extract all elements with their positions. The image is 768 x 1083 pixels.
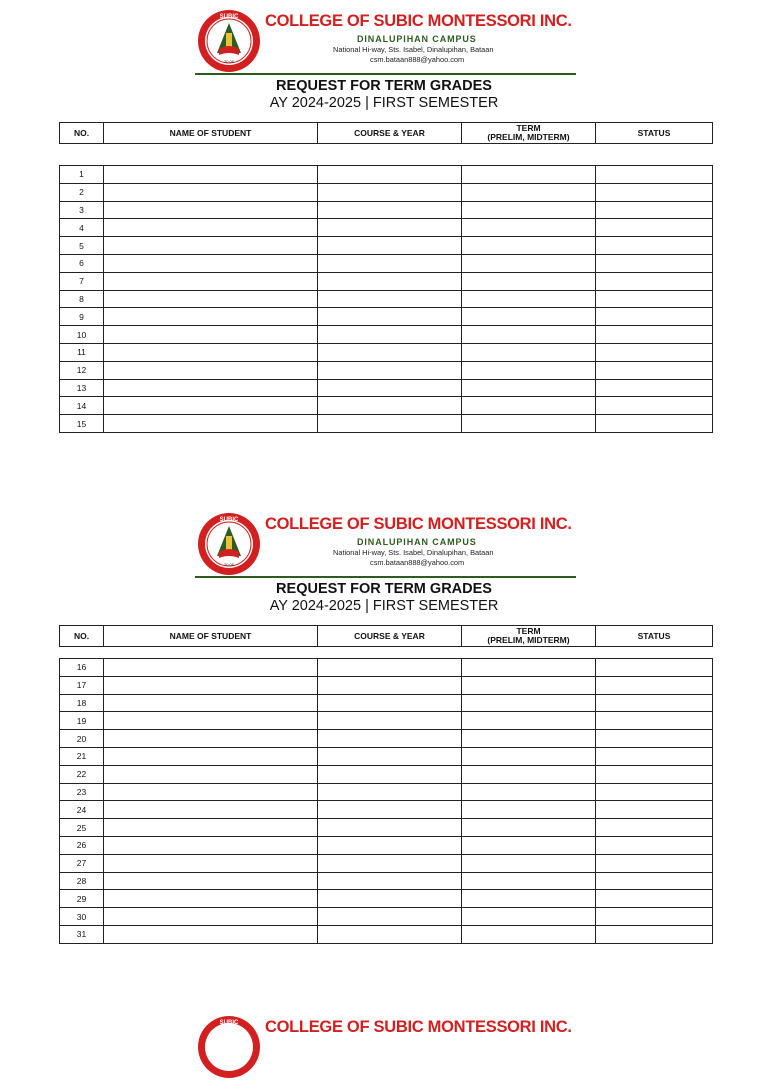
status-cell[interactable] <box>596 765 713 783</box>
college-email: csm.bataan888@yahoo.com <box>370 558 465 567</box>
table-row <box>60 854 713 872</box>
table-row <box>60 183 713 201</box>
row-number: 30 <box>60 908 104 926</box>
course-year-cell[interactable] <box>318 166 462 184</box>
header-term-line2: (PRELIM, MIDTERM) <box>487 132 570 142</box>
table-row <box>60 290 713 308</box>
table-row <box>60 676 713 694</box>
svg-text:SUBIC: SUBIC <box>219 517 239 523</box>
header-name: NAME OF STUDENT <box>104 626 318 647</box>
student-name-cell[interactable] <box>104 397 318 415</box>
course-year-cell[interactable] <box>318 379 462 397</box>
header-course: COURSE & YEAR <box>318 626 462 647</box>
grades-table <box>59 165 713 433</box>
table-row <box>60 343 713 361</box>
table-row <box>60 836 713 854</box>
course-year-cell[interactable] <box>318 712 462 730</box>
row-number: 22 <box>60 765 104 783</box>
row-number: 12 <box>60 361 104 379</box>
term-cell[interactable] <box>462 801 596 819</box>
student-name-cell[interactable] <box>104 872 318 890</box>
student-name-cell[interactable] <box>104 201 318 219</box>
table-row <box>60 326 713 344</box>
row-number: 10 <box>60 326 104 344</box>
table-row <box>60 397 713 415</box>
term-cell[interactable] <box>462 326 596 344</box>
course-year-cell[interactable] <box>318 783 462 801</box>
status-cell[interactable] <box>596 747 713 765</box>
status-cell[interactable] <box>596 925 713 943</box>
table-row <box>60 201 713 219</box>
table-row <box>60 694 713 712</box>
student-name-cell[interactable] <box>104 765 318 783</box>
table-row <box>60 361 713 379</box>
status-cell[interactable] <box>596 415 713 433</box>
table-row <box>60 237 713 255</box>
student-name-cell[interactable] <box>104 747 318 765</box>
course-year-cell[interactable] <box>318 361 462 379</box>
row-number: 3 <box>60 201 104 219</box>
table-row <box>60 747 713 765</box>
college-seal-logo <box>197 512 261 576</box>
status-cell[interactable] <box>596 254 713 272</box>
header-term-line1: TERM <box>516 123 541 133</box>
status-cell[interactable] <box>596 201 713 219</box>
table-row <box>60 308 713 326</box>
row-number: 25 <box>60 819 104 837</box>
row-number: 28 <box>60 872 104 890</box>
row-number: 14 <box>60 397 104 415</box>
header-term <box>462 626 596 647</box>
row-number: 5 <box>60 237 104 255</box>
status-cell[interactable] <box>596 854 713 872</box>
row-number: 27 <box>60 854 104 872</box>
row-number: 7 <box>60 272 104 290</box>
status-cell[interactable] <box>596 397 713 415</box>
course-year-cell[interactable] <box>318 819 462 837</box>
table-row <box>60 925 713 943</box>
table-row <box>60 659 713 677</box>
term-cell[interactable] <box>462 219 596 237</box>
course-year-cell[interactable] <box>318 397 462 415</box>
letterhead <box>195 9 576 77</box>
college-seal-logo <box>197 9 261 73</box>
term-cell[interactable] <box>462 872 596 890</box>
term-cell[interactable] <box>462 379 596 397</box>
term-cell[interactable] <box>462 343 596 361</box>
term-cell[interactable] <box>462 925 596 943</box>
college-address: National Hi-way, Sts. Isabel, Dinalupihan, Bataan <box>333 548 494 557</box>
course-year-cell[interactable] <box>318 676 462 694</box>
document-title: REQUEST FOR TERM GRADES <box>276 581 492 597</box>
header-term <box>462 123 596 144</box>
row-number: 20 <box>60 730 104 748</box>
row-number: 9 <box>60 308 104 326</box>
grades-header-table <box>59 122 713 144</box>
student-name-cell[interactable] <box>104 343 318 361</box>
course-year-cell[interactable] <box>318 237 462 255</box>
status-cell[interactable] <box>596 237 713 255</box>
form-section-3 <box>0 1006 768 1036</box>
table-row <box>60 819 713 837</box>
term-cell[interactable] <box>462 908 596 926</box>
status-cell[interactable] <box>596 872 713 890</box>
course-year-cell[interactable] <box>318 183 462 201</box>
table-row <box>60 415 713 433</box>
term-cell[interactable] <box>462 183 596 201</box>
document-subtitle: AY 2024-2025 | FIRST SEMESTER <box>269 95 499 111</box>
college-name: COLLEGE OF SUBIC MONTESSORI INC. <box>265 12 572 30</box>
row-number: 15 <box>60 415 104 433</box>
student-name-cell[interactable] <box>104 379 318 397</box>
row-number: 21 <box>60 747 104 765</box>
term-cell[interactable] <box>462 290 596 308</box>
row-number: 6 <box>60 254 104 272</box>
table-row <box>60 712 713 730</box>
grades-table-body <box>60 166 713 433</box>
row-number: 29 <box>60 890 104 908</box>
status-cell[interactable] <box>596 783 713 801</box>
table-row <box>60 908 713 926</box>
row-number: 17 <box>60 676 104 694</box>
term-cell[interactable] <box>462 712 596 730</box>
term-cell[interactable] <box>462 415 596 433</box>
course-year-cell[interactable] <box>318 925 462 943</box>
student-name-cell[interactable] <box>104 854 318 872</box>
row-number: 8 <box>60 290 104 308</box>
table-row <box>60 219 713 237</box>
term-cell[interactable] <box>462 765 596 783</box>
college-email: csm.bataan888@yahoo.com <box>370 55 465 64</box>
course-year-cell[interactable] <box>318 854 462 872</box>
course-year-cell[interactable] <box>318 415 462 433</box>
table-row <box>60 379 713 397</box>
status-cell[interactable] <box>596 712 713 730</box>
college-seal-logo <box>197 1015 261 1079</box>
header-course: COURSE & YEAR <box>318 123 462 144</box>
term-cell[interactable] <box>462 254 596 272</box>
status-cell[interactable] <box>596 361 713 379</box>
student-name-cell[interactable] <box>104 290 318 308</box>
student-name-cell[interactable] <box>104 836 318 854</box>
row-number: 4 <box>60 219 104 237</box>
document-subtitle: AY 2024-2025 | FIRST SEMESTER <box>269 598 499 614</box>
status-cell[interactable] <box>596 183 713 201</box>
term-cell[interactable] <box>462 659 596 677</box>
status-cell[interactable] <box>596 219 713 237</box>
college-name: COLLEGE OF SUBIC MONTESSORI INC. <box>265 1018 572 1036</box>
student-name-cell[interactable] <box>104 819 318 837</box>
letterhead-divider <box>195 576 576 578</box>
term-cell[interactable] <box>462 890 596 908</box>
table-row <box>60 254 713 272</box>
course-year-cell[interactable] <box>318 747 462 765</box>
row-number: 26 <box>60 836 104 854</box>
term-cell[interactable] <box>462 783 596 801</box>
status-cell[interactable] <box>596 694 713 712</box>
status-cell[interactable] <box>596 676 713 694</box>
row-number: 23 <box>60 783 104 801</box>
student-name-cell[interactable] <box>104 801 318 819</box>
table-row <box>60 872 713 890</box>
header-status: STATUS <box>596 123 713 144</box>
row-number: 11 <box>60 343 104 361</box>
status-cell[interactable] <box>596 836 713 854</box>
campus-name: DINALUPIHAN CAMPUS <box>357 537 477 547</box>
table-row <box>60 272 713 290</box>
student-name-cell[interactable] <box>104 908 318 926</box>
course-year-cell[interactable] <box>318 872 462 890</box>
document-title: REQUEST FOR TERM GRADES <box>276 78 492 94</box>
row-number: 19 <box>60 712 104 730</box>
course-year-cell[interactable] <box>318 326 462 344</box>
student-name-cell[interactable] <box>104 890 318 908</box>
student-name-cell[interactable] <box>104 694 318 712</box>
course-year-cell[interactable] <box>318 201 462 219</box>
header-status: STATUS <box>596 626 713 647</box>
term-cell[interactable] <box>462 836 596 854</box>
svg-text:SUBIC: SUBIC <box>219 1020 239 1026</box>
student-name-cell[interactable] <box>104 925 318 943</box>
letterhead <box>195 512 576 580</box>
course-year-cell[interactable] <box>318 290 462 308</box>
course-year-cell[interactable] <box>318 801 462 819</box>
row-number: 13 <box>60 379 104 397</box>
student-name-cell[interactable] <box>104 326 318 344</box>
svg-text:20 05: 20 05 <box>223 562 235 567</box>
college-address: National Hi-way, Sts. Isabel, Dinalupihan, Bataan <box>333 45 494 54</box>
status-cell[interactable] <box>596 379 713 397</box>
course-year-cell[interactable] <box>318 254 462 272</box>
term-cell[interactable] <box>462 397 596 415</box>
course-year-cell[interactable] <box>318 730 462 748</box>
status-cell[interactable] <box>596 890 713 908</box>
term-cell[interactable] <box>462 730 596 748</box>
campus-name: DINALUPIHAN CAMPUS <box>357 34 477 44</box>
status-cell[interactable] <box>596 290 713 308</box>
letterhead <box>195 1015 576 1083</box>
college-name: COLLEGE OF SUBIC MONTESSORI INC. <box>265 515 572 533</box>
term-cell[interactable] <box>462 747 596 765</box>
row-number: 16 <box>60 659 104 677</box>
row-number: 1 <box>60 166 104 184</box>
student-name-cell[interactable] <box>104 254 318 272</box>
status-cell[interactable] <box>596 343 713 361</box>
term-cell[interactable] <box>462 237 596 255</box>
header-no: NO. <box>60 626 104 647</box>
term-cell[interactable] <box>462 676 596 694</box>
student-name-cell[interactable] <box>104 219 318 237</box>
form-section-2 <box>0 503 768 963</box>
term-cell[interactable] <box>462 361 596 379</box>
table-row <box>60 801 713 819</box>
svg-text:SUBIC: SUBIC <box>219 14 239 20</box>
student-name-cell[interactable] <box>104 183 318 201</box>
course-year-cell[interactable] <box>318 836 462 854</box>
student-name-cell[interactable] <box>104 272 318 290</box>
term-cell[interactable] <box>462 166 596 184</box>
student-name-cell[interactable] <box>104 659 318 677</box>
term-cell[interactable] <box>462 694 596 712</box>
status-cell[interactable] <box>596 730 713 748</box>
course-year-cell[interactable] <box>318 765 462 783</box>
course-year-cell[interactable] <box>318 308 462 326</box>
course-year-cell[interactable] <box>318 343 462 361</box>
status-cell[interactable] <box>596 166 713 184</box>
status-cell[interactable] <box>596 272 713 290</box>
term-cell[interactable] <box>462 854 596 872</box>
table-row <box>60 783 713 801</box>
table-row <box>60 730 713 748</box>
status-cell[interactable] <box>596 659 713 677</box>
header-name: NAME OF STUDENT <box>104 123 318 144</box>
student-name-cell[interactable] <box>104 308 318 326</box>
student-name-cell[interactable] <box>104 237 318 255</box>
row-number: 31 <box>60 925 104 943</box>
table-row <box>60 166 713 184</box>
course-year-cell[interactable] <box>318 694 462 712</box>
course-year-cell[interactable] <box>318 890 462 908</box>
status-cell[interactable] <box>596 819 713 837</box>
grades-table-body <box>60 659 713 944</box>
header-term-line2: (PRELIM, MIDTERM) <box>487 635 570 645</box>
course-year-cell[interactable] <box>318 659 462 677</box>
status-cell[interactable] <box>596 801 713 819</box>
term-cell[interactable] <box>462 819 596 837</box>
term-cell[interactable] <box>462 201 596 219</box>
student-name-cell[interactable] <box>104 676 318 694</box>
table-row <box>60 890 713 908</box>
course-year-cell[interactable] <box>318 908 462 926</box>
student-name-cell[interactable] <box>104 783 318 801</box>
header-no: NO. <box>60 123 104 144</box>
term-cell[interactable] <box>462 308 596 326</box>
letterhead-divider <box>195 73 576 75</box>
course-year-cell[interactable] <box>318 272 462 290</box>
student-name-cell[interactable] <box>104 166 318 184</box>
student-name-cell[interactable] <box>104 712 318 730</box>
student-name-cell[interactable] <box>104 361 318 379</box>
svg-text:20 05: 20 05 <box>223 59 235 64</box>
term-cell[interactable] <box>462 272 596 290</box>
table-row <box>60 765 713 783</box>
row-number: 18 <box>60 694 104 712</box>
row-number: 2 <box>60 183 104 201</box>
row-number: 24 <box>60 801 104 819</box>
grades-table <box>59 658 713 944</box>
student-name-cell[interactable] <box>104 730 318 748</box>
course-year-cell[interactable] <box>318 219 462 237</box>
student-name-cell[interactable] <box>104 415 318 433</box>
status-cell[interactable] <box>596 308 713 326</box>
status-cell[interactable] <box>596 908 713 926</box>
grades-header-table <box>59 625 713 647</box>
header-term-line1: TERM <box>516 626 541 636</box>
form-section-1 <box>0 0 768 440</box>
status-cell[interactable] <box>596 326 713 344</box>
